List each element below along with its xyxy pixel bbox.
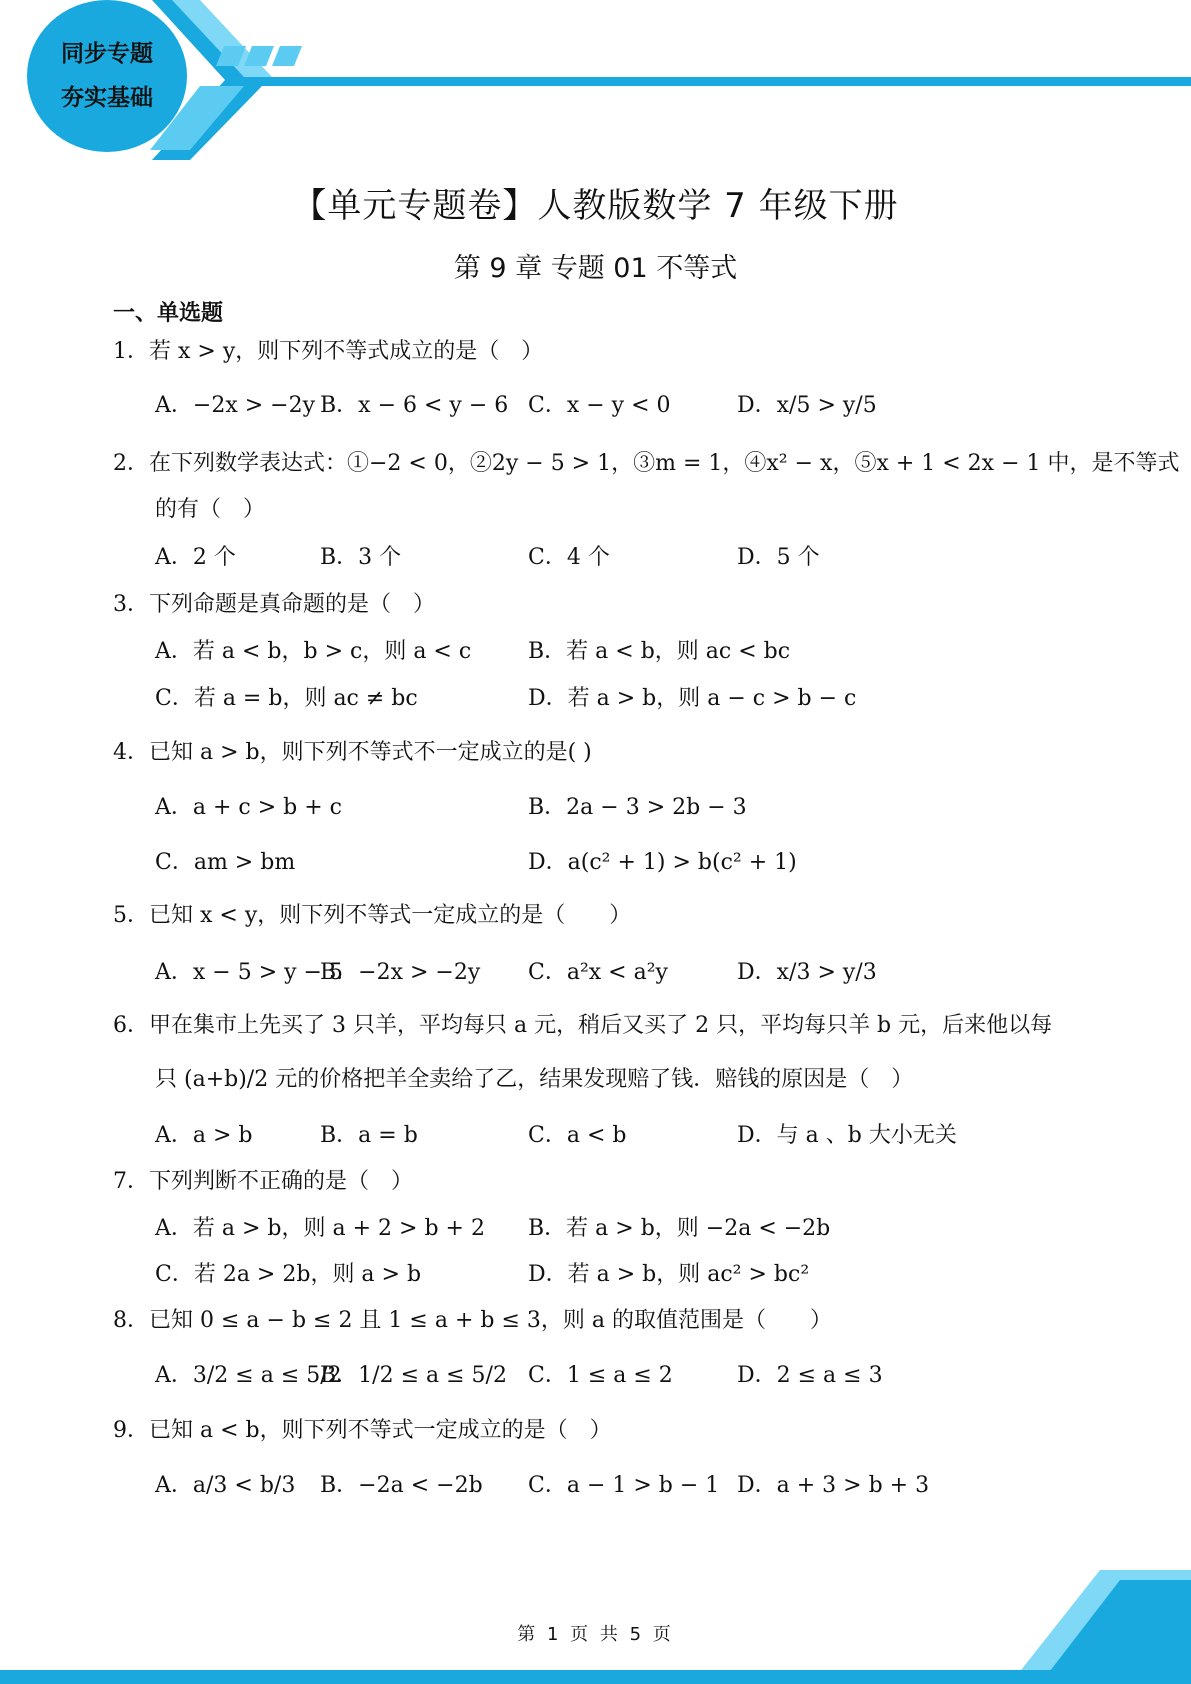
section-heading: 一、单选题 [113,301,224,326]
q3-option-a: A．若 a < b，b > c，则 a < c [155,639,472,664]
q6-option-a: A．a > b [155,1123,253,1148]
q4-option-d: D．a(c² + 1) > b(c² + 1) [528,850,797,875]
page-footer: 第 1 页 共 5 页 [517,1624,674,1645]
q5-option-c: C．a²x < a²y [528,960,668,985]
question-6-stem-cont: 只 (a+b)/2 元的价格把羊全卖给了乙，结果发现赔了钱．赔钱的原因是（ ） [155,1067,914,1092]
question-2-stem: 2．在下列数学表达式：①−2 < 0，②2y − 5 > 1，③m = 1，④x² − x，⑤x + 1 < 2x − 1 中，是不等式 [113,451,1180,476]
question-6-stem: 6．甲在集市上先买了 3 只羊，平均每只 a 元，稍后又买了 2 只，平均每只羊 b 元，后来他以每 [113,1013,1053,1038]
q4-option-c: C．am > bm [155,850,296,875]
q9-option-a: A．a/3 < b/3 [155,1473,296,1498]
q6-option-d: D．与 a 、b 大小无关 [737,1123,957,1148]
q8-option-d: D．2 ≤ a ≤ 3 [737,1363,883,1388]
banner-chevron-3 [272,46,302,66]
q5-option-d: D．x/3 > y/3 [737,960,877,985]
q7-option-b: B．若 a > b，则 −2a < −2b [528,1216,831,1241]
q3-option-c: C．若 a = b，则 ac ≠ bc [155,686,418,711]
question-5-stem: 5．已知 x < y，则下列不等式一定成立的是（ ） [113,903,632,928]
q5-option-a: A．x − 5 > y − 5 [155,960,343,985]
badge-line1: 同步专题 [61,41,153,67]
q9-option-d: D．a + 3 > b + 3 [737,1473,930,1498]
q6-option-c: C．a < b [528,1123,627,1148]
banner-stripe-main [152,0,1191,160]
page-subtitle: 第 9 章 专题 01 不等式 [453,253,738,284]
q2-option-d: D．5 个 [737,545,820,570]
q1-option-d: D．x/5 > y/5 [737,393,877,418]
question-7-stem: 7．下列判断不正确的是（ ） [113,1169,413,1194]
question-1-stem: 1．若 x > y，则下列不等式成立的是（ ） [113,339,544,364]
q2-option-a: A．2 个 [155,545,236,570]
banner-chevron-2 [244,46,274,66]
q6-option-b: B．a = b [320,1123,418,1148]
question-2-stem-cont: 的有（ ） [155,497,266,522]
q2-option-c: C．4 个 [528,545,610,570]
question-3-stem: 3．下列命题是真命题的是（ ） [113,592,435,617]
question-8-stem: 8．已知 0 ≤ a − b ≤ 2 且 1 ≤ a + b ≤ 3，则 a 的取值范围是（ ） [113,1308,832,1333]
q8-option-c: C．1 ≤ a ≤ 2 [528,1363,673,1388]
q4-option-a: A．a + c > b + c [155,795,342,820]
q3-option-b: B．若 a < b，则 ac < bc [528,639,791,664]
footer-bar [0,1670,1191,1684]
question-9-stem: 9．已知 a < b，则下列不等式一定成立的是（ ） [113,1418,612,1443]
header-badge [27,0,187,152]
q8-option-a: A．3/2 ≤ a ≤ 5/2 [155,1363,342,1388]
q7-option-a: A．若 a > b，则 a + 2 > b + 2 [155,1216,485,1241]
q9-option-c: C．a − 1 > b − 1 [528,1473,720,1498]
question-4-stem: 4．已知 a > b，则下列不等式不一定成立的是( ) [113,740,592,765]
badge-line2: 夯实基础 [61,85,153,111]
q5-option-b: B．−2x > −2y [320,960,481,985]
q9-option-b: B．−2a < −2b [320,1473,483,1498]
q1-option-a: A．−2x > −2y [155,393,316,418]
q8-option-b: B．1/2 ≤ a ≤ 5/2 [320,1363,507,1388]
q4-option-b: B．2a − 3 > 2b − 3 [528,795,747,820]
q3-option-d: D．若 a > b，则 a − c > b − c [528,686,857,711]
page-title: 【单元专题卷】人教版数学 7 年级下册 [292,186,899,226]
q1-option-c: C．x − y < 0 [528,393,671,418]
q7-option-d: D．若 a > b，则 ac² > bc² [528,1262,810,1287]
q2-option-b: B．3 个 [320,545,402,570]
q1-option-b: B．x − 6 < y − 6 [320,393,509,418]
q7-option-c: C．若 2a > 2b，则 a > b [155,1262,422,1287]
